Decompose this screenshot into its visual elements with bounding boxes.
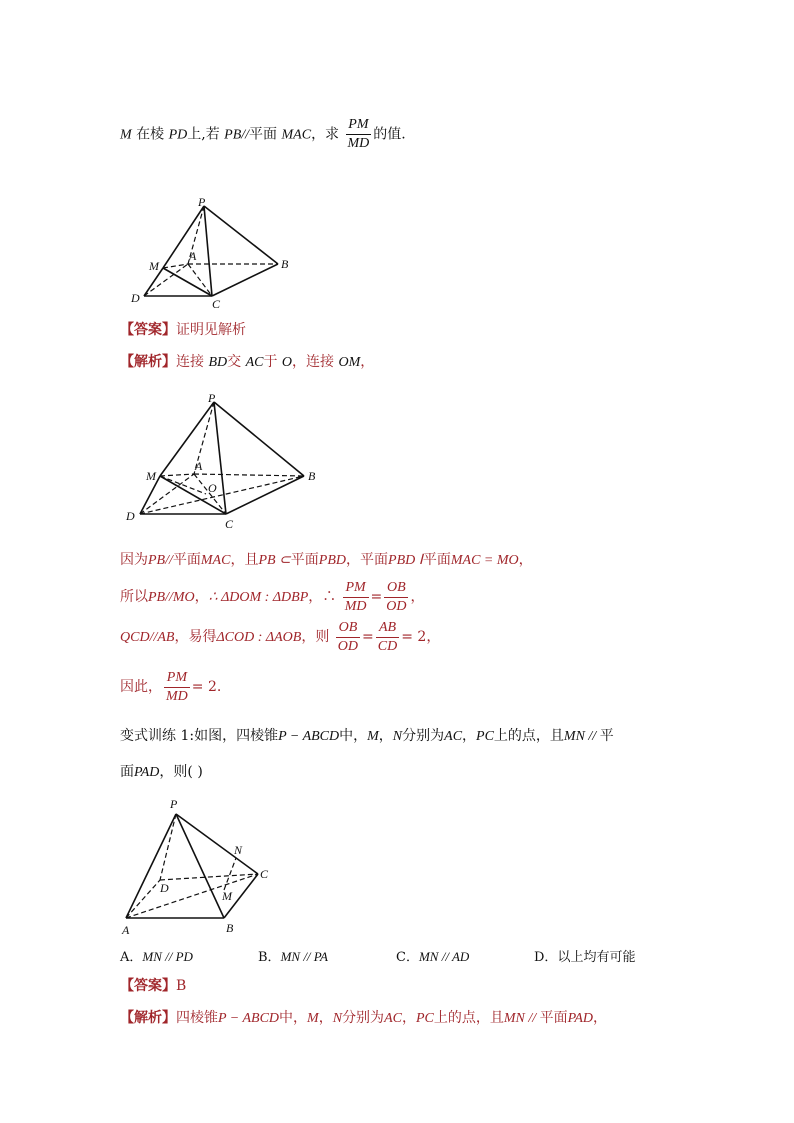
option-D[interactable]: D．以上均有可能: [534, 950, 636, 965]
label-B: B: [226, 921, 234, 935]
edge-MC: [163, 268, 212, 296]
var-M: M: [120, 127, 132, 143]
fraction-OB-OD: $\frac{OB}{OD}$: [337, 619, 359, 654]
label-C: C: [212, 297, 221, 311]
question-line: M 在棱 PD上,若 PB//平面 MAC，求 $\frac{PM}{MD}$ 的值.: [120, 117, 406, 151]
fraction-PM-MD: $\frac{PM}{MD}$: [344, 579, 367, 614]
edge-PA: [126, 814, 176, 918]
analysis-2: 【解析】四棱锥P − ABCD中，M，N分别为AC，PC上的点，且MN // 平面PAD，: [120, 1010, 608, 1026]
edge-PB: [204, 206, 278, 264]
edge-AC: [126, 874, 258, 918]
label-A: A: [189, 249, 197, 263]
label-C: C: [225, 517, 234, 531]
variant-question-line-1: 变式训练 1:如图，四棱锥P − ABCD中，M，N分别为AC，PC上的点，且MN // 平: [120, 728, 614, 744]
solution-step-4: 因此， $\frac{PM}{MD}$ = 2.: [120, 669, 222, 704]
label-P: P: [170, 797, 178, 811]
fraction-OB-OD: $\frac{OB}{OD}$: [386, 579, 407, 614]
analysis-1: 【解析】连接 BD交 AC于 O，连接 OM，: [120, 354, 375, 370]
label-B: B: [281, 257, 289, 271]
label-A: A: [195, 459, 203, 473]
label-A: A: [122, 923, 130, 937]
edge-PD: [160, 814, 176, 880]
label-M: M: [149, 259, 159, 273]
edge-PM: [163, 206, 204, 268]
edge-PB: [214, 402, 304, 476]
fraction-PM-MD: $\frac{PM}{MD}$: [166, 669, 188, 704]
label-M: M: [146, 469, 156, 483]
edge-PM: [160, 402, 214, 476]
answer-tag: 【答案】: [120, 978, 176, 994]
edge-CB: [226, 476, 304, 514]
edge-MO: [160, 476, 206, 494]
analysis-tag: 【解析】: [120, 1010, 176, 1026]
edge-PB: [176, 814, 224, 918]
edge-PC: [204, 206, 212, 296]
option-B[interactable]: B．MN // PA: [258, 949, 328, 965]
edge-PC: [214, 402, 226, 514]
fraction-PM-MD: $\frac{PM}{MD}$: [347, 117, 370, 151]
analysis-tag: 【解析】: [120, 354, 176, 370]
solution-step-3: QCD//AB，易得ΔCOD : ΔAOB，则 $\frac{OB}{OD}$ = $\frac{AB}{CD}$ = 2，: [120, 619, 441, 654]
label-D: D: [160, 881, 169, 895]
solution-step-1: 因为PB//平面MAC，且PB ⊂平面PBD，平面PBD Ⅰ平面MAC = MO，: [120, 552, 533, 568]
option-C[interactable]: C．MN // AD: [396, 949, 470, 965]
solution-step-2: 所以PB//MO，∴ ΔDOM : ΔDBP，∴ $\frac{PM}{MD}$ = $\frac{OB}{OD}$ ，: [120, 579, 425, 614]
label-B: B: [308, 469, 316, 483]
label-D: D: [131, 291, 140, 305]
figure-pyramid-2: [120, 388, 330, 534]
figure-pyramid-3: [118, 794, 288, 940]
label-C: C: [260, 867, 269, 881]
figure-pyramid-1: [128, 192, 298, 312]
variant-question-line-2: 面PAD，则( ): [120, 764, 203, 780]
label-N: N: [234, 843, 243, 857]
answer-1: 【答案】证明见解析: [120, 322, 246, 338]
label-D: D: [126, 509, 135, 523]
edge-MA: [160, 474, 194, 476]
edge-AC: [188, 264, 212, 296]
edge-AB: [194, 474, 304, 476]
label-P: P: [208, 391, 216, 405]
option-A[interactable]: A．MN // PD: [120, 949, 193, 965]
label-P: P: [198, 195, 206, 209]
answer-tag: 【答案】: [120, 322, 176, 338]
edge-CB: [212, 264, 278, 296]
answer-2: 【答案】B: [120, 978, 187, 994]
edge-PC: [176, 814, 258, 874]
fraction-AB-CD: $\frac{AB}{CD}$: [377, 619, 398, 654]
label-M: M: [222, 889, 232, 903]
label-O: O: [208, 481, 217, 495]
